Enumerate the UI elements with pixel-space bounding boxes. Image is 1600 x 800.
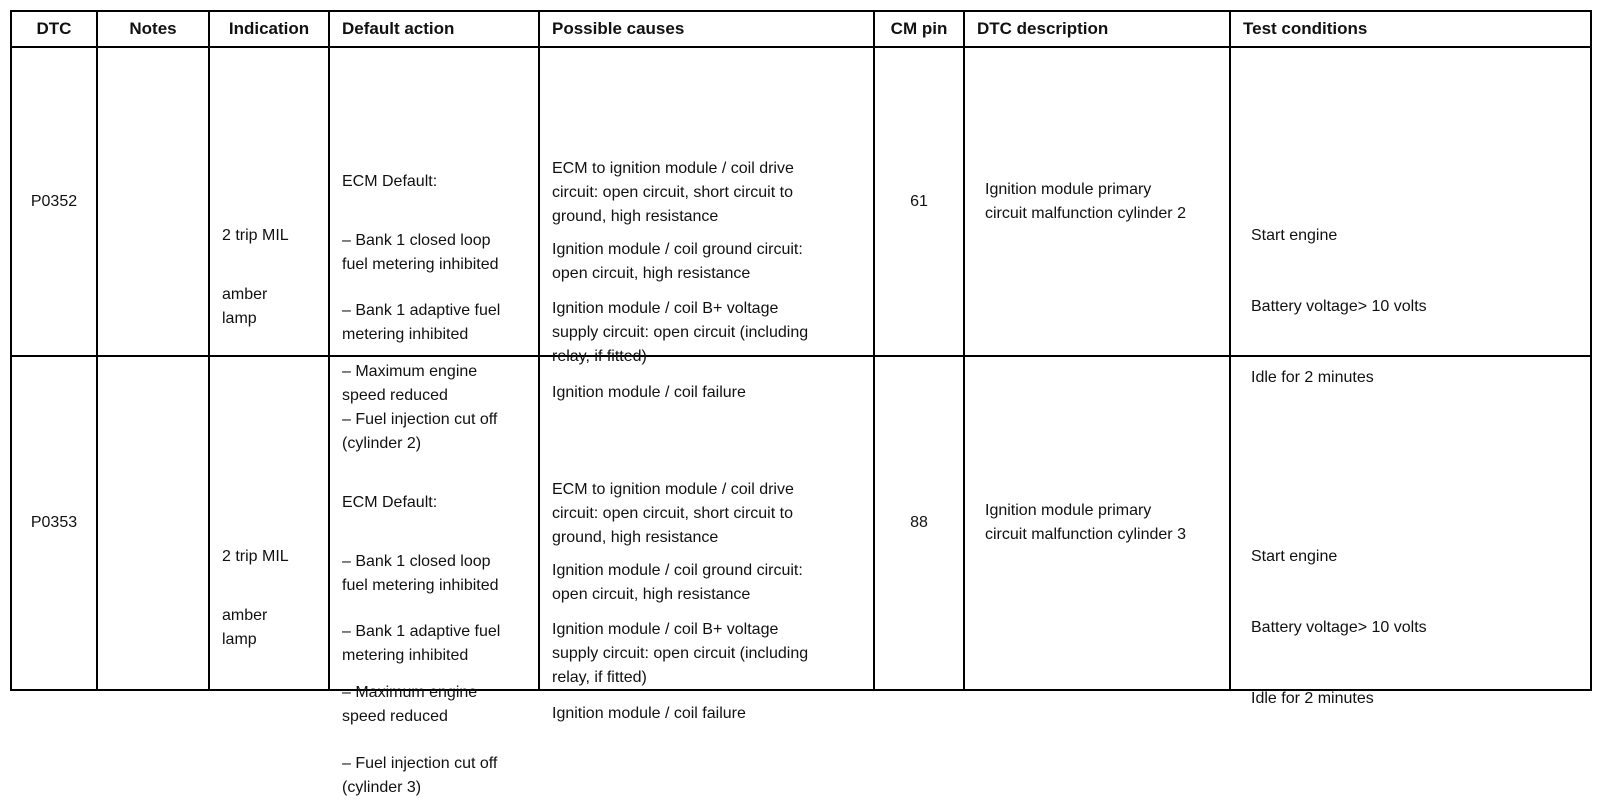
possible-cause: Ignition module / coil ground circuit: open circuit, high resistance (552, 562, 803, 603)
test-condition: Battery voltage> 10 volts (1251, 619, 1427, 636)
header-possible-causes: Possible causes (539, 11, 874, 47)
dtc-code: P0353 (11, 356, 97, 690)
header-test-conditions: Test conditions (1230, 11, 1591, 47)
header-dtc: DTC (11, 11, 97, 47)
test-condition: Idle for 2 minutes (1251, 368, 1374, 386)
indication-text: 2 trip MIL (222, 548, 289, 565)
possible-cause: Ignition module / coil failure (552, 705, 746, 722)
test-condition: Idle for 2 minutes (1251, 690, 1374, 707)
dtc-description: Ignition module primary circuit malfunction cylinder 3 (964, 356, 1230, 690)
default-action-line: – Fuel injection cut off (cylinder 2) (342, 410, 498, 452)
header-notes: Notes (97, 11, 209, 47)
possible-cause: ECM to ignition module / coil drive circuit: open circuit, short circuit to ground, high resistance (552, 481, 794, 546)
default-action-line: ECM Default: (342, 494, 438, 511)
test-condition: Start engine (1251, 226, 1338, 244)
header-dtc-description: DTC description (964, 11, 1230, 47)
default-action-line: – Bank 1 closed loop fuel metering inhibited (342, 231, 499, 273)
default-action-line: – Bank 1 adaptive fuel metering inhibited (342, 623, 501, 664)
header-cm-pin: CM pin (874, 11, 964, 47)
default-action-line: – Maximum engine speed reduced (342, 362, 478, 404)
indication-text: amber lamp (222, 607, 268, 648)
header-row (11, 11, 1591, 47)
default-action-cell (329, 47, 539, 452)
possible-causes-cell (539, 356, 874, 722)
default-action-line: ECM Default: (342, 172, 438, 190)
dtc-description: Ignition module primary circuit malfunction cylinder 2 (964, 47, 1230, 356)
table-row (11, 47, 1591, 356)
possible-cause: Ignition module / coil failure (552, 383, 746, 401)
header-indication: Indication (209, 11, 329, 47)
possible-cause: Ignition module / coil B+ voltage supply circuit: open circuit (including relay, if fitted) (552, 299, 809, 365)
possible-cause: Ignition module / coil B+ voltage supply circuit: open circuit (including relay, if fitted) (552, 621, 809, 686)
possible-cause: ECM to ignition module / coil drive circuit: open circuit, short circuit to ground, high resistance (552, 159, 794, 225)
default-action-line: – Bank 1 adaptive fuel metering inhibited (342, 301, 501, 343)
default-action-line: – Fuel injection cut off (cylinder 3) (342, 755, 498, 796)
test-condition: Battery voltage> 10 volts (1251, 297, 1427, 315)
possible-causes-cell (539, 47, 874, 401)
test-conditions-cell (1230, 356, 1591, 707)
table-row (11, 356, 1591, 690)
default-action-line: – Maximum engine speed reduced (342, 684, 478, 725)
cm-pin: 61 (874, 47, 964, 356)
indication-text: amber lamp (222, 285, 268, 327)
default-action-line: – Bank 1 closed loop fuel metering inhibited (342, 553, 499, 594)
test-conditions-cell (1230, 47, 1591, 386)
test-condition: Start engine (1251, 548, 1338, 565)
indication-text: 2 trip MIL (222, 226, 289, 244)
dtc-table (10, 10, 1592, 796)
cm-pin: 88 (874, 356, 964, 690)
header-default-action: Default action (329, 11, 539, 47)
indication-cell (209, 47, 329, 356)
possible-cause: Ignition module / coil ground circuit: open circuit, high resistance (552, 240, 803, 282)
indication-cell (209, 356, 329, 690)
dtc-code: P0352 (11, 47, 97, 356)
notes-cell (97, 47, 209, 356)
notes-cell (97, 356, 209, 690)
